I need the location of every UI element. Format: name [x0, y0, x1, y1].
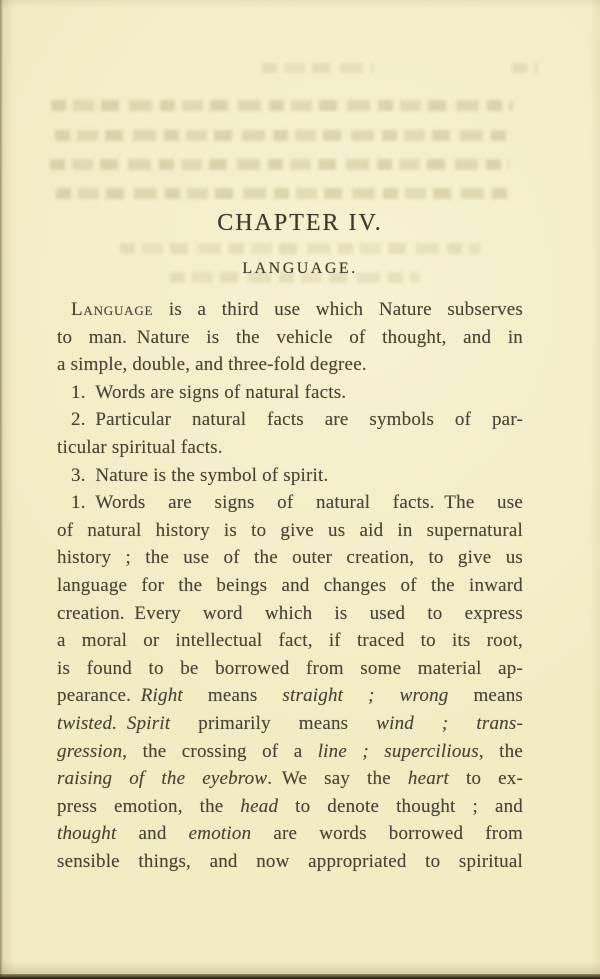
bleedthrough-page-number — [512, 63, 538, 73]
text-line — [57, 462, 523, 490]
text-line — [57, 710, 523, 738]
italic-text: emotion — [188, 823, 252, 845]
body-text: , the crossing of a — [122, 740, 318, 762]
text-line — [57, 738, 523, 766]
body-text: . We say the — [267, 768, 408, 790]
body-text: means — [182, 685, 283, 707]
text-line — [57, 627, 523, 655]
text-line — [57, 324, 523, 352]
italic-text: wind ; trans- — [376, 712, 523, 734]
italic-text: straight ; — [282, 685, 375, 707]
body-text: primarily means — [170, 712, 377, 734]
body-text: language for the beings and changes of the inward — [57, 574, 523, 596]
section-heading: LANGUAGE. — [242, 260, 358, 277]
body-text — [117, 713, 127, 734]
italic-text: Right — [140, 685, 183, 707]
text-line — [57, 544, 523, 572]
italic-text: gression — [57, 740, 123, 762]
body-text: , the — [478, 740, 523, 762]
page-edge-bottom — [0, 974, 600, 979]
text-line — [57, 820, 523, 848]
body-text: sensible things, and now appropriated to spiritual — [57, 850, 523, 872]
chapter-heading: CHAPTER IV. — [217, 210, 383, 236]
text-line — [57, 406, 523, 434]
italic-text: head — [240, 795, 279, 817]
text-line — [57, 793, 523, 821]
text-line — [57, 848, 523, 876]
italic-text: Spirit — [126, 712, 171, 734]
body-text: 1. Words are signs of natural facts. — [71, 381, 347, 403]
body-text: history ; the use of the outer creation, to give us — [57, 547, 523, 569]
body-text: a simple, double, and three-fold degree. — [57, 354, 367, 376]
body-text: 2. Particular natural facts are symbols of par- — [71, 409, 523, 431]
bleedthrough-line — [50, 159, 510, 170]
page-edge-left — [0, 0, 3, 979]
text-line — [57, 434, 523, 462]
italic-text: thought — [57, 823, 117, 845]
body-text: to man. Nature is the vehicle of thought, and in — [57, 326, 523, 348]
body-text: to ex- — [448, 768, 523, 790]
text-line — [57, 517, 523, 545]
body-text: creation. Every word which is used to express — [57, 602, 523, 624]
body-text: means — [448, 685, 523, 707]
body-text: a moral or intellectual fact, if traced to its root, — [57, 630, 523, 652]
italic-text: twisted. — [57, 712, 118, 734]
bleedthrough-line — [55, 130, 511, 141]
smallcaps-text: Language — [71, 299, 154, 320]
text-line — [57, 489, 523, 517]
italic-text: line ; supercilious — [317, 740, 479, 762]
body-text: 3. Nature is the symbol of spirit. — [71, 464, 329, 486]
body-text: is found to be borrowed from some material ap- — [57, 657, 523, 679]
text-block — [57, 296, 523, 875]
italic-text: raising of the eyebrow — [57, 768, 268, 790]
body-text: are words borrowed from — [251, 823, 523, 845]
body-text: is a third use which Nature subserves — [153, 299, 523, 320]
body-text — [375, 685, 400, 706]
text-line — [57, 572, 523, 600]
bleedthrough-line — [56, 188, 514, 199]
body-text: and — [116, 823, 189, 845]
body-text: of natural history is to give us aid in supernatural — [57, 519, 523, 541]
text-line — [57, 765, 523, 793]
body-text: press emotion, the — [57, 795, 241, 817]
text-line — [57, 600, 523, 628]
italic-text: heart — [407, 768, 449, 790]
bleedthrough-line — [51, 100, 513, 111]
italic-text: wrong — [399, 685, 449, 707]
text-line — [57, 655, 523, 683]
text-line — [57, 379, 523, 407]
body-text: ticular spiritual facts. — [57, 436, 223, 458]
text-line — [57, 682, 523, 710]
bleedthrough-line — [120, 243, 480, 254]
text-line — [57, 296, 523, 324]
bleedthrough-header — [262, 63, 374, 73]
body-text: 1. Words are signs of natural facts. The use — [71, 492, 523, 514]
body-text: pearance. — [57, 685, 141, 707]
body-text: to denote thought ; and — [278, 795, 523, 817]
text-line — [57, 351, 523, 379]
